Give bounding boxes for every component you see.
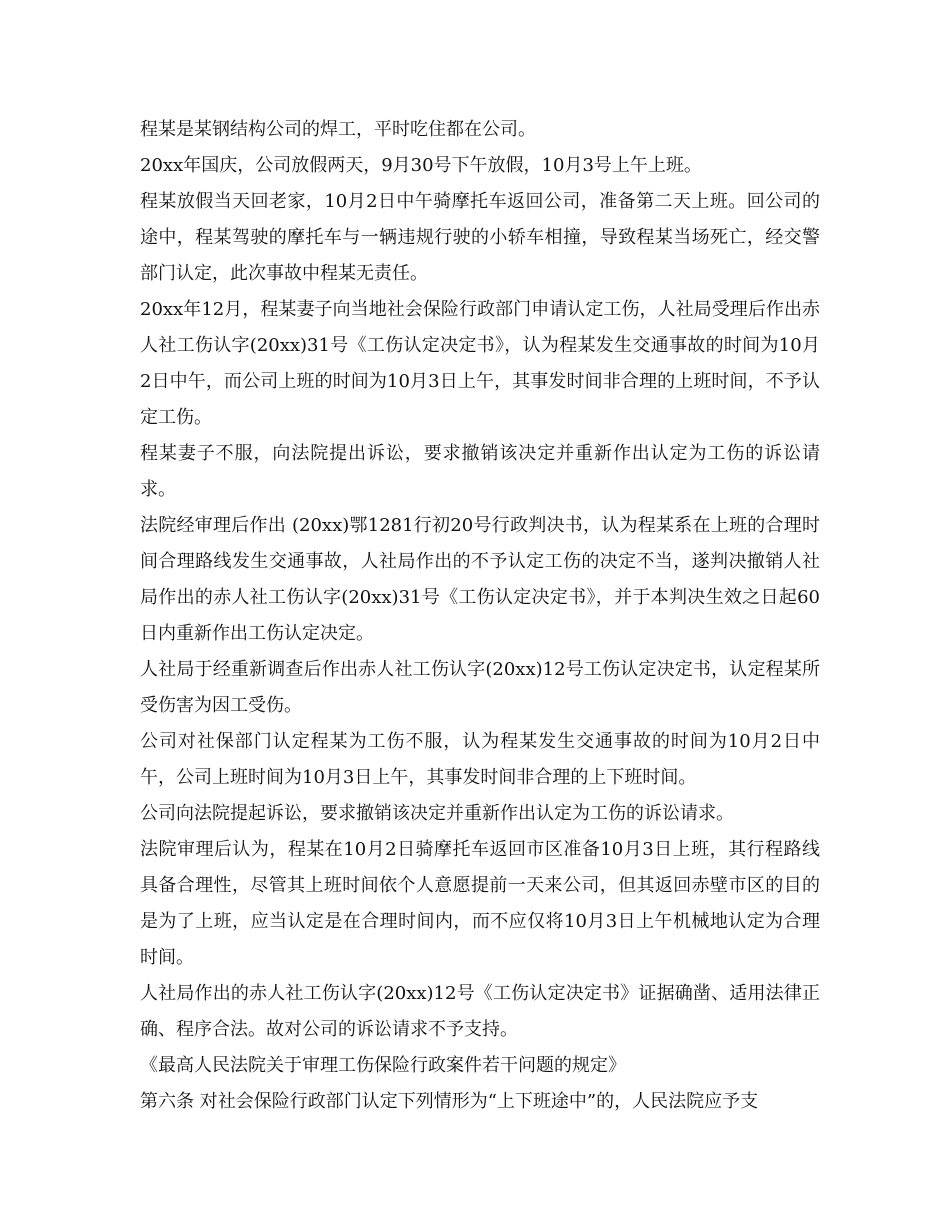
paragraph-10: 法院审理后认为，程某在10月2日骑摩托车返回市区准备10月3日上班，其行程路线具备合理性，尽管其上班时间依个人意愿提前一天来公司，但其返回赤壁市区的目的是为了上班，应当认定是在合理时间内，而不应仅将10月3日上午机械地认定为合理时间。 bbox=[140, 839, 820, 968]
paragraph-13: 第六条 对社会保险行政部门认定下列情形为“上下班途中”的，人民法院应予支 bbox=[140, 1091, 759, 1112]
paragraph-5: 程某妻子不服，向法院提出诉讼，要求撤销该决定并重新作出认定为工伤的诉讼请求。 bbox=[140, 443, 820, 500]
paragraph-12: 《最高人民法院关于审理工伤保险行政案件若干问题的规定》 bbox=[140, 1055, 626, 1076]
paragraph-2: 20xx年国庆，公司放假两天，9月30号下午放假，10月3号上午上班。 bbox=[140, 155, 702, 176]
paragraph-1: 程某是某钢结构公司的焊工，平时吃住都在公司。 bbox=[140, 119, 536, 140]
paragraph-8: 公司对社保部门认定程某为工伤不服，认为程某发生交通事故的时间为10月2日中午，公司上班时间为10月3日上午，其事发时间非合理的上下班时间。 bbox=[140, 731, 820, 788]
paragraph-3: 程某放假当天回老家，10月2日中午骑摩托车返回公司，准备第二天上班。回公司的途中，程某驾驶的摩托车与一辆违规行驶的小轿车相撞，导致程某当场死亡，经交警部门认定，此次事故中程某无责任。 bbox=[140, 191, 820, 284]
paragraph-9: 公司向法院提起诉讼，要求撤销该决定并重新作出认定为工伤的诉讼请求。 bbox=[140, 803, 734, 824]
document-body bbox=[140, 112, 820, 1120]
paragraph-11: 人社局作出的赤人社工伤认字(20xx)12号《工伤认定决定书》证据确凿、适用法律正确、程序合法。故对公司的诉讼请求不予支持。 bbox=[140, 983, 820, 1040]
paragraph-6: 法院经审理后作出 (20xx)鄂1281行初20号行政判决书，认为程某系在上班的合理时间合理路线发生交通事故，人社局作出的不予认定工伤的决定不当，遂判决撤销人社局作出的赤人社工伤认字(20xx)31号《工伤认定决定书》，并于本判决生效之日起60日内重新作出工伤认定决定。 bbox=[140, 515, 820, 644]
paragraph-4: 20xx年12月，程某妻子向当地社会保险行政部门申请认定工伤，人社局受理后作出赤人社工伤认字(20xx)31号《工伤认定决定书》，认为程某发生交通事故的时间为10月2日中午，而公司上班的时间为10月3日上午，其事发时间非合理的上班时间，不予认定工伤。 bbox=[140, 299, 820, 428]
paragraph-7: 人社局于经重新调查后作出赤人社工伤认字(20xx)12号工伤认定决定书，认定程某所受伤害为因工受伤。 bbox=[140, 659, 820, 716]
